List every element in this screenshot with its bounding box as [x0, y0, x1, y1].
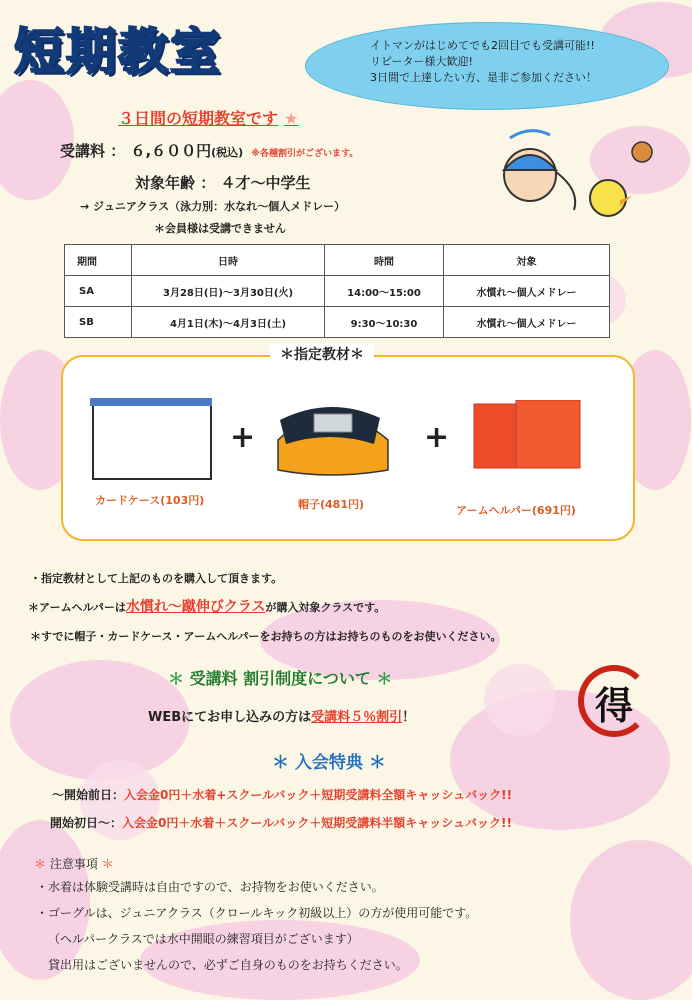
note-highlight: 水慣れ～蹴伸びクラス	[125, 599, 266, 615]
web-discount-line	[148, 706, 415, 725]
fee-discount-note: ※各種割引がございます。	[251, 149, 359, 159]
bubble-line: 3日間で上達したい方、是非ご参加ください！	[370, 71, 597, 84]
materials-title: ＊指定教材＊	[270, 344, 374, 364]
note-line	[28, 596, 385, 616]
bonus-value: 入会金0円＋水着+スクールバック＋短期受講料全額キャッシュバック!!	[124, 788, 513, 802]
caution-line: ・ゴーグルは、ジュニアクラス（クロールキック初級以上）の方が使用可能です。	[36, 906, 478, 920]
web-discount-highlight: 受講料５％割引	[311, 710, 403, 725]
target-age: 対象年齢 ： ４才～中学生	[135, 174, 311, 192]
plus-sign: +	[230, 420, 256, 455]
discount-title-text: 受講料 割引制度について	[189, 669, 371, 688]
swimmer-illustration	[470, 120, 670, 225]
bonus-label: ～開始前日：	[52, 788, 125, 802]
discount-title	[168, 666, 392, 689]
asterisk-icon: ＊	[34, 857, 50, 871]
table-row	[65, 276, 610, 307]
plus-sign: +	[424, 420, 450, 455]
bonus-title	[272, 748, 386, 773]
asterisk-icon: ＊	[168, 669, 190, 688]
table-cell: SB	[65, 307, 132, 338]
asterisk-icon: ＊	[97, 857, 114, 871]
table-row	[65, 307, 610, 338]
web-text: WEBにてお申し込みの方は	[148, 710, 312, 725]
table-cell: 14:00～15:00	[325, 276, 444, 307]
bonus-value: 入会金0円＋水着＋スクールバック＋短期受講料半額キャッシュバック!!	[122, 816, 512, 830]
toku-stamp-icon: 得	[578, 665, 650, 737]
column-header: 対象	[444, 245, 610, 276]
column-header: 日時	[132, 245, 325, 276]
junior-class: → ジュニアクラス（泳力別：水なれ～個人メドレー）	[80, 200, 346, 213]
table-header-row	[65, 245, 610, 276]
bonus-title-text: 入会特典	[294, 753, 363, 773]
caution-title	[34, 855, 114, 872]
caution-line: ・水着は体験受講時は自由ですので、お持物をお使いください。	[36, 880, 384, 894]
fee-tax: (税込)	[211, 146, 244, 159]
caution-title-text: 注意事項	[49, 857, 98, 871]
fee-line	[60, 140, 358, 161]
subtitle-text: ３日間の短期教室です	[118, 109, 279, 128]
table-cell: 4月1日(木)～4月3日(土)	[132, 307, 325, 338]
table-cell: 水慣れ～個人メドレー	[444, 276, 610, 307]
schedule-table	[64, 244, 610, 338]
note-line: ・指定教材として上記のものを購入して頂きます。	[30, 572, 283, 585]
page-title: 短期教室	[14, 23, 222, 81]
material-label: 帽子(481円)	[298, 498, 365, 511]
bubble-line: イトマンがはじめてでも2回目でも受講可能!!	[370, 39, 595, 52]
table-cell: 9:30～10:30	[325, 307, 444, 338]
bubble-line: リピーター様大歓迎!	[370, 55, 473, 68]
web-text: ！	[402, 710, 416, 725]
table-cell: 水慣れ～個人メドレー	[444, 307, 610, 338]
column-header: 時間	[325, 245, 444, 276]
bonus-line	[50, 814, 512, 831]
note-text: が購入対象クラスです。	[265, 601, 386, 614]
swim-cap-image	[270, 400, 396, 480]
bubble-text	[370, 38, 597, 86]
note-line: ＊すでに帽子・カードケース・アームヘルパーをお持ちの方はお持ちのものをお使いください。	[30, 630, 502, 643]
star-icon: ★	[284, 109, 299, 128]
caution-line: 貸出用はございませんので、必ずご自身のものをお持ちください。	[48, 958, 408, 972]
arm-helper-image	[472, 400, 582, 472]
member-note: ＊会員様は受講できません	[154, 222, 286, 235]
column-header: 期間	[65, 245, 132, 276]
table-cell: 3月28日(日)～3月30日(火)	[132, 276, 325, 307]
bonus-line	[52, 786, 512, 803]
bonus-label: 開始初日～：	[50, 816, 123, 830]
course-subtitle	[118, 106, 298, 129]
fee-label: 受講料 ： ６,６００円	[60, 142, 212, 160]
caution-line: （ヘルパークラスでは水中開眼の練習項目がございます）	[48, 932, 359, 946]
asterisk-icon: ＊	[362, 753, 386, 773]
asterisk-icon: ＊	[370, 669, 393, 688]
material-label: カードケース(103円)	[95, 494, 205, 507]
table-cell: SA	[65, 276, 132, 307]
note-text: ＊アームヘルパーは	[28, 601, 126, 614]
card-case-image	[92, 402, 212, 480]
material-label: アームヘルパー(691円)	[456, 504, 576, 517]
asterisk-icon: ＊	[272, 753, 295, 773]
